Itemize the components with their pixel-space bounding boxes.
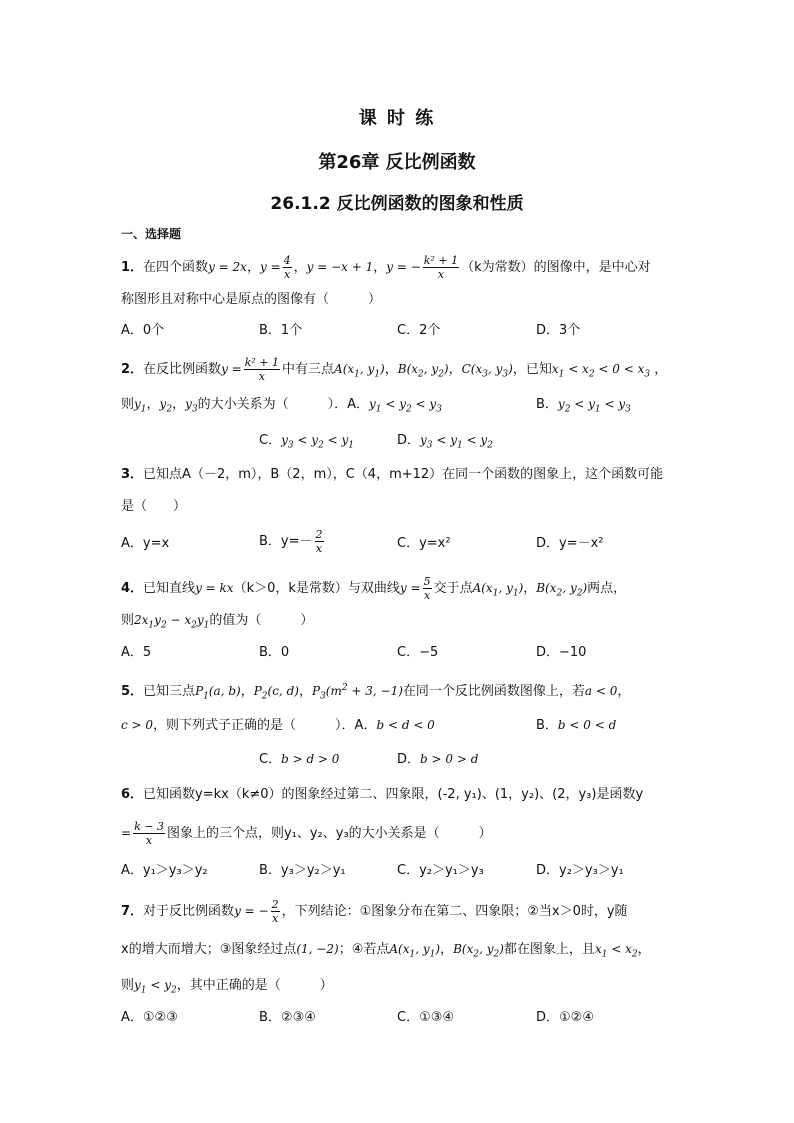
q7-stem-a: 对于反比例函数 [143,904,235,919]
q5-option-d: D．b > 0 > d [397,752,479,767]
q3-number: 3． [121,467,144,482]
q7-option-c: C．①③④ [397,1010,455,1025]
q2-option-b: B．$y_2 < y_1 < y_3$ [536,397,631,415]
q2-number: 2． [121,362,144,377]
q5-stem-a: 已知三点 [143,684,196,699]
q2-stem-d: 则 [121,397,135,412]
q7-number: 7． [121,904,144,919]
q2-option-a-expr: $y_1 < y_2 < y_3$ [369,397,442,415]
q2-stem-e: 的大小关系为（ ）．A． [197,397,369,412]
q6-option-a: A．y₁＞y₃＞y₂ [121,863,208,878]
q1-option-b: B．1个 [259,323,303,338]
q4-option-c: C．−5 [397,645,439,660]
q5-stem-c: ，则下列式子正确的是（ ）．A． [153,718,377,733]
q4-option-a: A．5 [121,645,152,660]
q7-option-b: B．②③④ [259,1010,316,1025]
q2-option-c: C．$y_3 < y_2 < y_1$ [259,433,354,451]
q4-stem-d: 两点， [587,581,627,596]
q4-stem-c: 交于点 [433,581,473,596]
q6-option-b: B．y₃＞y₂＞y₁ [259,863,346,878]
q4-option-b: B．0 [259,645,290,660]
q3-option-a: A．y=x [121,536,170,551]
q6-option-d: D．y₂＞y₃＞y₁ [536,863,624,878]
q1-stem-a: 在四个函数 [143,260,209,275]
q4-number: 4． [121,581,144,596]
q6-line-2: = $\frac{k - 3}{x}$ 图象上的三个点，则y₁、y₂、y₃的大小关系是（ ） [121,820,492,847]
q1-option-a: A．0个 [121,323,165,338]
q5-option-b: B．b < 0 < d [536,718,617,733]
q3-option-d: D．y=－x² [536,536,604,551]
page-title: 课 时 练 [358,108,436,129]
q3-line-2: 是（ ） [121,499,187,514]
q6-line-1 [121,786,643,804]
q7-stem-b: ，下列结论：①图象分布在第二、四象限；②当x＞0时，y随 [281,904,628,919]
q2-stem-b: 中有三点 [282,362,335,377]
q2-stem-a: 在反比例函数 [143,362,222,377]
part-heading: 一、选择题 [121,227,182,241]
q4-stem-b: （k＞0，k是常数）与双曲线 [233,581,400,596]
q2-line-2: 则$y_1$，$y_2$，$y_3$的大小关系为（ ）．A．$y_1 < y_2 < y_3$ [121,397,442,415]
q1-f2-frac: $\frac{4}{x}$ [283,254,291,281]
q5-line-1: 5．已知三点$P_1(a$, b)，$P_2(c$, d)，$P_3(m^2 + 3$, −1)在同一个反比例函数图像上，若a < 0， [121,683,631,702]
q1-stem-b: （k为常数）的图像中，是中心对 [461,260,651,275]
q1-line-1: 1．在四个函数y = 2x，y = $\frac{4}{x}$ ，y = −x + 1，y = − $\frac{\text{k² + 1}}{x}$ （k为常数）的图像中，是中心对 [121,254,651,281]
q1-f4: y = − [386,260,421,274]
q5-option-c: C．b > d > 0 [259,752,340,767]
q2-stem-c: ，已知 [512,362,552,377]
q2-line-1: 2．在反比例函数y = $\frac{\text{k² + 1}}{x}$ 中有三点$A(x_1$, $y_1$)，$B(x_2$, $y_2$)，$C(x_3$, $y_3$)，已知$x_1 < x_2 < 0 < x_3$ ， [121,356,668,383]
q3-option-c: C．y=x² [397,536,451,551]
q4-stem-e: 则 [121,613,135,628]
q5-number: 5． [121,684,144,699]
q5-option-a-expr: b < d < 0 [376,718,435,732]
q7-stem-e: 都在图象上，且 [503,942,595,957]
q7-option-d: D．①②④ [536,1010,594,1025]
q1-f1: y = 2x [208,260,247,274]
q7-stem-f: 则 [121,978,135,993]
q6-number: 6． [121,787,144,802]
q5-stem-b: 在同一个反比例函数图像上，若 [402,684,585,699]
q3-stem-a: 已知点A（－2，m），B（2，m），C（4，m+12）在同一个函数的图象上，这个函数可能 [143,467,664,482]
q7-stem-g: ，其中正确的是（ ） [176,978,333,993]
q1-f2: y = [259,260,281,274]
q6-stem-a: 已知函数y=kx（k≠0）的图象经过第二、四象限，(-2, y₁)、(1，y₂)、(2，y₃)是函数y [143,787,644,802]
q4-frac: $\frac{5}{x}$ [423,575,431,602]
q4-line-2: 则$2x_1y_2 - x_2y_1$的值为（ ） [121,613,314,631]
q1-f3: y = −x + 1 [306,260,374,274]
q1-line-2: 称图形且对称中心是原点的图像有（ ） [121,292,382,307]
q6-frac: $\frac{k - 3}{x}$ [134,820,164,847]
section-title: 26.1.2 反比例函数的图象和性质 [270,194,524,214]
chapter-title: 第26章 反比例函数 [318,152,476,173]
q3-line-1 [121,466,663,484]
q4-stem-f: 的值为（ ） [209,613,314,628]
q7-stem-d: ；④若点 [338,942,390,957]
q3-option-b: B．y=－ $\frac{2}{x}$ [259,528,323,555]
q1-option-d: D．3个 [536,323,581,338]
q5-line-2: c > 0，则下列式子正确的是（ ）．A．b < d < 0 [121,718,435,733]
q1-option-c: C．2个 [397,323,441,338]
q2-option-d: D．$y_3 < y_1 < y_2$ [397,433,493,451]
q1-f4-frac: $\frac{\text{k² + 1}}{x}$ [423,254,459,281]
q7-line-3: 则$y_1 < y_2$，其中正确的是（ ） [121,978,333,996]
q4-line-1: 4．已知直线y = kx（k＞0，k是常数）与双曲线y = $\frac{5}{x}$ 交于点$A(x_1$, $y_1$)，$B(x_2$, $y_2$)两点， [121,575,627,602]
q2-frac: $\frac{\text{k² + 1}}{x}$ [244,356,280,383]
q4-stem-a: 已知直线 [143,581,196,596]
q7-line-1: 7．对于反比例函数y = − $\frac{2}{x}$ ，下列结论：①图象分布在第二、四象限；②当x＞0时，y随 [121,898,628,925]
q7-line-2: x的增大而增大；③图象经过点(1, −2)；④若点$A(x_1$, $y_1$)，$B(x_2$, $y_2$)都在图象上，且$x_1 < x_2$， [121,942,651,960]
q1-number: 1． [121,260,144,275]
q7-stem-c: x的增大而增大；③图象经过点 [121,942,297,957]
q6-stem-b: 图象上的三个点，则y₁、y₂、y₃的大小关系是（ ） [166,826,492,841]
q7-option-a: A．①②③ [121,1010,178,1025]
q4-option-d: D．−10 [536,645,587,660]
q6-option-c: C．y₂＞y₁＞y₃ [397,863,484,878]
q7-frac: $\frac{2}{x}$ [271,898,279,925]
